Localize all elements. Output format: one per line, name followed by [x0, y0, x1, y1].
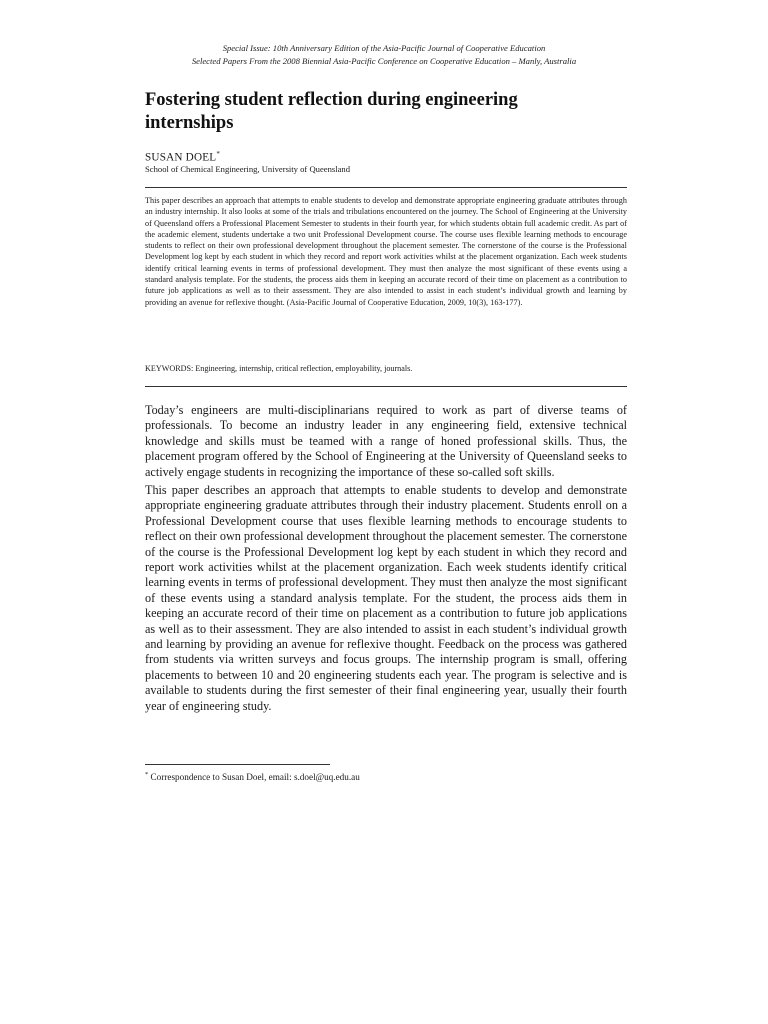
author-footnote-marker: * [216, 150, 221, 158]
abstract-top-rule [145, 187, 627, 188]
footnote-text: Correspondence to Susan Doel, email: s.doel@uq.edu.au [148, 772, 360, 783]
author-name: SUSAN DOEL [145, 151, 217, 164]
footnote-rule [145, 764, 330, 765]
journal-header-line-2: Selected Papers From the 2008 Biennial Asia-Pacific Conference on Cooperative Education – Manly, Australia [191, 56, 577, 66]
abstract-bottom-rule [145, 386, 627, 387]
footnote-marker: * [145, 771, 149, 778]
abstract: This paper describes an approach that attempts to enable students to develop and demonstrate appropriate engineering graduate attributes through an industry internship. It also looks at some of the trials and tribulations encountered on the journey. The School of Engineering at the University of Queensland offers a Professional Placement Semester to students in their fourth year, for which students obtain full academic credit. As part of the academic element, students undertake a two unit Professional Development course. The course uses flexible learning methods to encourage students to reflect on their own professional development throughout the placement semester. The cornerstone of the course is the Professional Development log kept by each student in which they record and report work activities whilst at the placement organization. Each week students identify critical learning events in terms of professional development. They must then analyze the most significant of these events using a standard analysis template. For the students, the process aids them in keeping an accurate record of their time on placement as a contribution to future job applications as well as to their assessment. They are also intended to assist in each student’s individual growth and learning by providing an avenue for reflexive thought. (Asia-Pacific Journal of Cooperative Education, 2009, 10(3), 163-177). [145, 196, 627, 307]
keywords: KEYWORDS: Engineering, internship, critical reflection, employability, journals. [145, 364, 413, 373]
journal-header-line-1: Special Issue: 10th Anniversary Edition of the Asia-Pacific Journal of Cooperative Education [222, 43, 546, 53]
author-line [145, 150, 220, 164]
body-paragraph-2: This paper describes an approach that attempts to enable students to develop and demonstrate appropriate engineering graduate attributes through their industry placement. Students enroll on a Professional Development course that uses flexible learning methods to encourage students to reflect on their own professional development throughout the placement semester. The cornerstone of the course is the Professional Development log kept by each student in which they record and report work activities whilst at the placement organization. Each week students identify critical learning events in terms of professional development. They must then analyze the most significant of these events using a standard analysis template. For the student, the process aids them in keeping an accurate record of their time on placement as a contribution to future job applications as well as to their assessment. They are also intended to assist in each student’s individual growth and learning by providing an avenue for reflexive thought. Feedback on the process was gathered from students via written surveys and focus groups. The internship program is small, offering placements to between 10 and 20 engineering students each year. The program is selective and is available to students during the first semester of their final engineering year, usually their fourth year of engineering study. [145, 483, 627, 713]
body-paragraph-1: Today’s engineers are multi-disciplinarians required to work as part of diverse teams of professionals. To become an industry leader in any engineering field, extensive technical knowledge and skills must be teamed with a range of honed professional skills. Thus, the placement program offered by the School of Engineering at the University of Queensland seeks to actively engage students in recognizing the importance of these so-called soft skills. [145, 403, 627, 479]
author-affiliation: School of Chemical Engineering, University of Queensland [145, 164, 351, 174]
paper-title: Fostering student reflection during engineering internships [145, 90, 518, 133]
footnote [145, 771, 360, 782]
